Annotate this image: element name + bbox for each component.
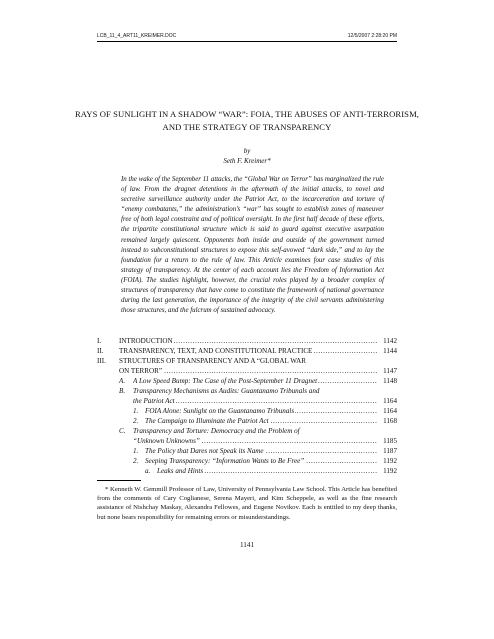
toc-label: TRANSPARENCY, TEXT, AND CONSTITUTIONAL PRACTICE (119, 347, 313, 355)
toc-entry (97, 456, 397, 466)
toc-number: II. (97, 347, 104, 355)
toc-label: the Patriot Act (133, 397, 175, 405)
toc-label: Transparency Mechanisms as Audits: Guantanamo Tribunals and (133, 387, 320, 395)
toc-entry (97, 376, 397, 386)
toc-page: 1164 (383, 397, 397, 405)
toc-page: 1192 (383, 467, 397, 475)
toc-entry (97, 416, 397, 426)
byline-by: by (243, 147, 251, 155)
footnote: * Kenneth W. Gemmill Professor of Law, University of Pennsylvania Law School. This Article has benefited from the comments of Cary Coglianese, Serena Mayeri, and Kim Scheppele, as well as the fine research assistance of Nishchay Maskay, Alexandra Fellowes, and Eugene Novikov. Each is entitled to my deep thanks, but none bears responsibility for remaining errors or misunderstandings. (97, 486, 397, 521)
toc-label: The Policy that Dares not Speak its Name (145, 447, 264, 455)
abstract: In the wake of the September 11 attacks, the “Global War on Terror” has marginalized the rule of law. From the dragnet detentions in the aftermath of the initial attacks, to novel and secretive surveillance authority under the Patriot Act, to the incarceration and torture of “enemy combatants,” the administration’s “war” has sought to establish zones of maneuver free of both legal constraint and of political oversight. In the first half decade of these efforts, the tripartite constitutional structure which is said to guard against executive usurpation remained largely quiescent. Opponents both inside and outside of the government turned instead to subconstitutional structures to expose this self-avowed “dark side,” and to lay the foundation for a return to the rule of law. This Article examines four case studies of this strategy of transparency. At the center of each account lies the Freedom of Information Act (FOIA). The studies highlight, however, the crucial roles played by a broader complex of structures of transparency that have come to constitute the framework of national governance during the last generation, the importance of the integrity of the civil servants administering those structures, and the fulcrum of sustained advocacy. (121, 176, 384, 315)
toc-entry (97, 406, 397, 416)
toc-number: I. (97, 337, 102, 345)
toc-page: 1142 (383, 337, 397, 345)
toc-label: A Low Speed Bump: The Case of the Post-September 11 Dragnet (133, 377, 318, 385)
toc-label: STRUCTURES OF TRANSPARENCY AND A “GLOBAL WAR (119, 357, 306, 365)
header-filename: LCB_11_4_ART11_KREIMER.DOC (97, 33, 177, 39)
toc-label: INTRODUCTION (119, 337, 173, 345)
toc-entry (97, 366, 397, 376)
toc-label: FOIA Alone: Sunlight on the Guantanamo Tribunals (145, 407, 295, 415)
toc-page: 1148 (383, 377, 397, 385)
toc-number: 2. (133, 417, 139, 425)
toc-label: ON TERROR” (119, 367, 163, 375)
toc-page: 1187 (383, 447, 397, 455)
toc-page: 1147 (383, 367, 397, 375)
header-rule (97, 41, 397, 42)
toc-number: a. (145, 467, 151, 475)
footnote-rule (97, 480, 141, 481)
toc-number: 1. (133, 447, 139, 455)
article-title: RAYS OF SUNLIGHT IN A SHADOW “WAR”: FOIA, THE ABUSES OF ANTI-TERRORISM, AND THE STRATEGY OF TRANSPARENCY (74, 109, 420, 132)
toc-label: “Unknown Unknowns” (133, 437, 200, 445)
toc-page: 1192 (383, 457, 397, 465)
toc-page: 1185 (383, 437, 397, 445)
page-number: 1141 (239, 541, 255, 549)
toc-page: 1144 (383, 347, 397, 355)
header-timestamp: 12/5/2007 2:28:20 PM (347, 33, 397, 39)
toc-number: B. (119, 387, 126, 395)
toc-number: A. (119, 377, 126, 385)
toc-entry (97, 396, 397, 406)
toc-page: 1164 (383, 407, 397, 415)
toc-label: Transparency and Torture: Democracy and the Problem of (133, 427, 300, 435)
toc-entry (97, 386, 397, 396)
toc-entry (97, 336, 397, 346)
toc-entry (97, 436, 397, 446)
toc-number: III. (97, 357, 106, 365)
toc-label: Seeping Transparency: “Information Wants to Be Free” (145, 457, 305, 465)
toc-page: 1168 (383, 417, 397, 425)
toc-entry (97, 346, 397, 356)
toc-number: 2. (133, 457, 139, 465)
toc-label: The Campaign to Illuminate the Patriot Act (145, 417, 269, 425)
toc-entry (97, 466, 397, 476)
toc-number: 1. (133, 407, 139, 415)
toc-label: Leaks and Hints (157, 467, 204, 475)
author-name: Seth F. Kreimer* (223, 157, 271, 165)
toc-entry (97, 446, 397, 456)
toc-entry (97, 426, 397, 436)
toc-number: C. (119, 427, 126, 435)
toc-entry (97, 356, 397, 366)
